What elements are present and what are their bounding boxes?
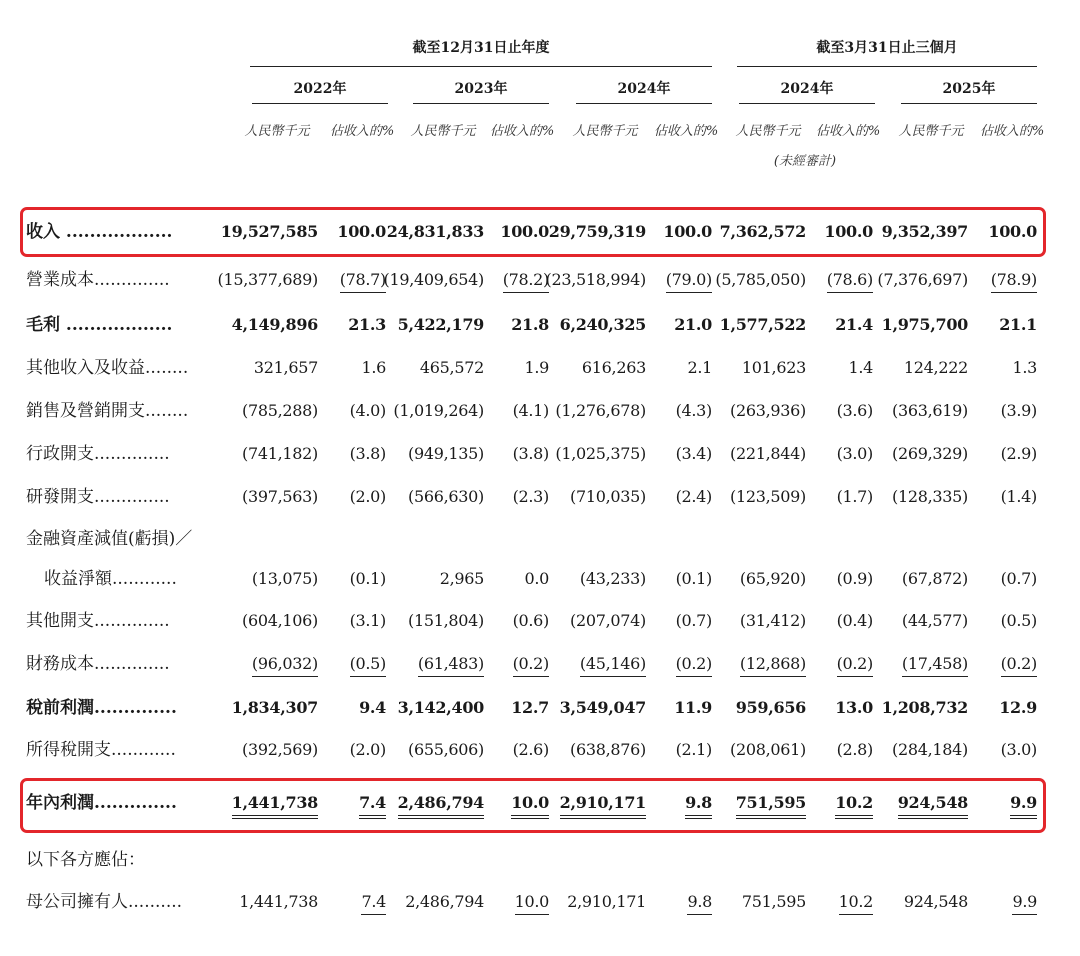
cell-value: 9.4 bbox=[359, 698, 386, 717]
amount-cell bbox=[372, 350, 484, 386]
percent-cell bbox=[813, 350, 873, 386]
cell-value: (741,182) bbox=[242, 444, 318, 463]
amount-cell bbox=[868, 307, 968, 343]
cell-value: 616,263 bbox=[581, 358, 646, 377]
cell-value: (31,412) bbox=[739, 611, 806, 630]
cell-value: (4.1) bbox=[512, 401, 549, 420]
cell-value: 2,910,171 bbox=[560, 793, 646, 819]
cell-value: 101,623 bbox=[741, 358, 806, 377]
amount-cell bbox=[706, 603, 806, 639]
amount-cell bbox=[534, 350, 646, 386]
cell-value: 9.9 bbox=[1010, 793, 1037, 819]
amount-cell bbox=[706, 393, 806, 429]
year-header-2025-q1: 2025年 bbox=[942, 81, 996, 97]
amount-cell bbox=[534, 690, 646, 726]
col-pct-2024: 佔收入的% bbox=[653, 124, 719, 139]
cell-value: (949,135) bbox=[408, 444, 484, 463]
percent-cell bbox=[977, 393, 1037, 429]
row-label: 研發開支.............. bbox=[26, 487, 170, 507]
percent-cell bbox=[977, 436, 1037, 472]
cell-value: (13,075) bbox=[251, 569, 318, 588]
amount-cell bbox=[534, 262, 646, 298]
cell-value: (208,061) bbox=[730, 740, 806, 759]
amount-cell bbox=[706, 350, 806, 386]
cell-value: 321,657 bbox=[253, 358, 318, 377]
amount-cell bbox=[868, 603, 968, 639]
cell-value: 100.0 bbox=[663, 222, 712, 241]
percent-cell bbox=[977, 479, 1037, 515]
amount-cell bbox=[534, 479, 646, 515]
percent-cell bbox=[977, 561, 1037, 597]
percent-cell bbox=[977, 690, 1037, 726]
cell-value: 3,549,047 bbox=[559, 698, 646, 717]
cell-value: 21.3 bbox=[348, 315, 386, 334]
amount-cell bbox=[372, 690, 484, 726]
quarter-header-rule bbox=[737, 66, 1037, 67]
amount-cell bbox=[868, 393, 968, 429]
amount-cell bbox=[868, 646, 968, 682]
col-pct-2023: 佔收入的% bbox=[489, 124, 555, 139]
amount-cell bbox=[868, 436, 968, 472]
row-finance-costs bbox=[0, 646, 1080, 682]
col-amount-2023: 人民幣千元 bbox=[410, 124, 476, 139]
row-label: 母公司擁有人.......... bbox=[26, 892, 183, 912]
cell-value: (284,184) bbox=[892, 740, 968, 759]
amount-cell bbox=[208, 479, 318, 515]
cell-value: (566,630) bbox=[408, 487, 484, 506]
cell-value: 100.0 bbox=[824, 222, 873, 241]
cell-value: 1.3 bbox=[1012, 358, 1037, 377]
cell-value: (2.0) bbox=[349, 487, 386, 506]
row-label: 收益淨額............ bbox=[44, 569, 177, 589]
amount-cell bbox=[868, 884, 968, 920]
row-attributable-label bbox=[0, 842, 1080, 878]
annual-period-header: 截至12月31日止年度 bbox=[412, 40, 550, 56]
row-other-income bbox=[0, 350, 1080, 386]
percent-cell bbox=[813, 479, 873, 515]
row-admin-expenses bbox=[0, 436, 1080, 472]
cell-value: (1.4) bbox=[1000, 487, 1037, 506]
percent-cell bbox=[652, 350, 712, 386]
amount-cell bbox=[706, 262, 806, 298]
cell-value: (0.1) bbox=[349, 569, 386, 588]
cell-value: 751,595 bbox=[736, 793, 806, 819]
cell-value: 9.9 bbox=[1012, 892, 1037, 915]
cell-value: (0.2) bbox=[1001, 654, 1037, 677]
cell-value: 2,486,794 bbox=[398, 793, 484, 819]
amount-cell bbox=[208, 561, 318, 597]
row-label: 所得稅開支............ bbox=[26, 740, 176, 760]
amount-cell bbox=[208, 603, 318, 639]
cell-value: (3.9) bbox=[1000, 401, 1037, 420]
cell-value: 3,142,400 bbox=[397, 698, 484, 717]
amount-cell bbox=[208, 393, 318, 429]
row-label: 年內利潤.............. bbox=[26, 793, 177, 813]
percent-cell bbox=[813, 561, 873, 597]
amount-cell bbox=[868, 732, 968, 768]
row-label: 收入 .................. bbox=[26, 222, 173, 242]
amount-cell bbox=[372, 262, 484, 298]
year-header-2024-q1: 2024年 bbox=[780, 81, 834, 97]
amount-cell bbox=[372, 603, 484, 639]
cell-value: 2,486,794 bbox=[405, 892, 484, 911]
percent-cell bbox=[977, 646, 1037, 682]
cell-value: (1,019,264) bbox=[393, 401, 484, 420]
percent-cell bbox=[652, 690, 712, 726]
amount-cell bbox=[534, 603, 646, 639]
cell-value: 924,548 bbox=[898, 793, 968, 819]
cell-value: 924,548 bbox=[903, 892, 968, 911]
amount-cell bbox=[868, 561, 968, 597]
cell-value: (17,458) bbox=[902, 654, 968, 677]
cell-value: (2.8) bbox=[836, 740, 873, 759]
cell-value: (710,035) bbox=[570, 487, 646, 506]
cell-value: 2,965 bbox=[439, 569, 484, 588]
cell-value: (15,377,689) bbox=[217, 270, 318, 289]
cell-value: 2.1 bbox=[687, 358, 712, 377]
amount-cell bbox=[208, 732, 318, 768]
cell-value: 21.0 bbox=[674, 315, 712, 334]
percent-cell bbox=[977, 884, 1037, 920]
cell-value: (1,025,375) bbox=[555, 444, 646, 463]
row-impairment-net bbox=[0, 561, 1080, 597]
row-selling-expenses bbox=[0, 393, 1080, 429]
amount-cell bbox=[534, 884, 646, 920]
row-label: 營業成本.............. bbox=[26, 270, 170, 290]
amount-cell bbox=[868, 350, 968, 386]
cell-value: 1,577,522 bbox=[719, 315, 806, 334]
cell-value: (0.7) bbox=[675, 611, 712, 630]
cell-value: (78.2) bbox=[503, 270, 549, 293]
percent-cell bbox=[977, 603, 1037, 639]
col-pct-2022: 佔收入的% bbox=[329, 124, 395, 139]
amount-cell bbox=[372, 646, 484, 682]
cell-value: 124,222 bbox=[903, 358, 968, 377]
cell-value: (0.5) bbox=[1000, 611, 1037, 630]
cell-value: (19,409,654) bbox=[383, 270, 484, 289]
cell-value: 6,240,325 bbox=[559, 315, 646, 334]
percent-cell bbox=[652, 884, 712, 920]
cell-value: (2.3) bbox=[512, 487, 549, 506]
cell-value: 100.0 bbox=[500, 222, 549, 241]
cell-value: 9.8 bbox=[685, 793, 712, 819]
cell-value: (44,577) bbox=[901, 611, 968, 630]
cell-value: 465,572 bbox=[419, 358, 484, 377]
amount-cell bbox=[706, 732, 806, 768]
amount-cell bbox=[534, 393, 646, 429]
cell-value: (23,518,994) bbox=[545, 270, 646, 289]
percent-cell bbox=[652, 436, 712, 472]
cell-value: 5,422,179 bbox=[397, 315, 484, 334]
cell-value: (3.4) bbox=[675, 444, 712, 463]
amount-cell bbox=[868, 690, 968, 726]
cell-value: (128,335) bbox=[892, 487, 968, 506]
cell-value: 7,362,572 bbox=[719, 222, 806, 241]
cell-value: (0.4) bbox=[836, 611, 873, 630]
percent-cell bbox=[813, 646, 873, 682]
year-rule-2024-q1 bbox=[739, 103, 875, 104]
col-amount-2022: 人民幣千元 bbox=[244, 124, 310, 139]
cell-value: 12.7 bbox=[511, 698, 549, 717]
cell-value: (5,785,050) bbox=[715, 270, 806, 289]
cell-value: 959,656 bbox=[735, 698, 806, 717]
cell-value: (3.8) bbox=[512, 444, 549, 463]
amount-cell bbox=[208, 884, 318, 920]
cell-value: 12.9 bbox=[999, 698, 1037, 717]
percent-cell bbox=[813, 307, 873, 343]
cell-value: (2.6) bbox=[512, 740, 549, 759]
percent-cell bbox=[813, 436, 873, 472]
row-rnd-expenses bbox=[0, 479, 1080, 515]
percent-cell bbox=[813, 884, 873, 920]
cell-value: (151,804) bbox=[408, 611, 484, 630]
cell-value: (638,876) bbox=[570, 740, 646, 759]
percent-cell bbox=[652, 479, 712, 515]
cell-value: 19,527,585 bbox=[220, 222, 318, 241]
cell-value: (12,868) bbox=[740, 654, 806, 677]
cell-value: (2.9) bbox=[1000, 444, 1037, 463]
percent-cell bbox=[652, 307, 712, 343]
amount-cell bbox=[372, 479, 484, 515]
amount-cell bbox=[372, 436, 484, 472]
amount-cell bbox=[706, 307, 806, 343]
cell-value: 1,441,738 bbox=[232, 793, 318, 819]
percent-cell bbox=[652, 732, 712, 768]
cell-value: (61,483) bbox=[418, 654, 484, 677]
cell-value: 11.9 bbox=[674, 698, 712, 717]
cell-value: 100.0 bbox=[337, 222, 386, 241]
cell-value: (78.9) bbox=[991, 270, 1037, 293]
cell-value: (363,619) bbox=[892, 401, 968, 420]
cell-value: (2.4) bbox=[675, 487, 712, 506]
percent-cell bbox=[652, 646, 712, 682]
cell-value: (45,146) bbox=[580, 654, 646, 677]
cell-value: 1,834,307 bbox=[231, 698, 318, 717]
cell-value: 1,208,732 bbox=[881, 698, 968, 717]
cell-value: 9.8 bbox=[687, 892, 712, 915]
cell-value: (0.1) bbox=[675, 569, 712, 588]
cell-value: 10.2 bbox=[835, 793, 873, 819]
amount-cell bbox=[208, 307, 318, 343]
percent-cell bbox=[813, 262, 873, 298]
amount-cell bbox=[534, 646, 646, 682]
amount-cell bbox=[706, 479, 806, 515]
cell-value: (263,936) bbox=[730, 401, 806, 420]
cell-value: 29,759,319 bbox=[548, 222, 646, 241]
year-rule-2024 bbox=[576, 103, 712, 104]
cell-value: (123,509) bbox=[730, 487, 806, 506]
cell-value: (2.1) bbox=[675, 740, 712, 759]
row-label: 財務成本.............. bbox=[26, 654, 170, 674]
cell-value: (3.0) bbox=[1000, 740, 1037, 759]
cell-value: (3.1) bbox=[349, 611, 386, 630]
cell-value: (397,563) bbox=[242, 487, 318, 506]
cell-value: 10.0 bbox=[515, 892, 549, 915]
cell-value: 0.0 bbox=[524, 569, 549, 588]
col-amount-2024-q1: 人民幣千元 bbox=[735, 124, 801, 139]
percent-cell bbox=[813, 732, 873, 768]
amount-cell bbox=[372, 732, 484, 768]
row-label: 以下各方應佔： bbox=[26, 850, 145, 870]
amount-cell bbox=[534, 561, 646, 597]
quarter-period-header: 截至3月31日止三個月 bbox=[816, 40, 958, 56]
amount-cell bbox=[208, 690, 318, 726]
row-cost-of-sales bbox=[0, 262, 1080, 298]
cell-value: 10.0 bbox=[511, 793, 549, 819]
cell-value: 7.4 bbox=[359, 793, 386, 819]
percent-cell bbox=[813, 690, 873, 726]
cell-value: 1.4 bbox=[848, 358, 873, 377]
year-rule-2025-q1 bbox=[901, 103, 1037, 104]
amount-cell bbox=[534, 436, 646, 472]
cell-value: (3.8) bbox=[349, 444, 386, 463]
amount-cell bbox=[706, 884, 806, 920]
cell-value: (65,920) bbox=[739, 569, 806, 588]
year-rule-2023 bbox=[413, 103, 549, 104]
amount-cell bbox=[372, 884, 484, 920]
cell-value: (78.7) bbox=[340, 270, 386, 293]
row-parent-owners bbox=[0, 884, 1080, 920]
percent-cell bbox=[813, 603, 873, 639]
cell-value: 21.8 bbox=[511, 315, 549, 334]
amount-cell bbox=[534, 732, 646, 768]
row-label: 稅前利潤.............. bbox=[26, 698, 177, 718]
percent-cell bbox=[977, 350, 1037, 386]
cell-value: (79.0) bbox=[666, 270, 712, 293]
year-header-2022: 2022年 bbox=[293, 81, 347, 97]
cell-value: (0.6) bbox=[512, 611, 549, 630]
cell-value: (785,288) bbox=[242, 401, 318, 420]
cell-value: 1,975,700 bbox=[881, 315, 968, 334]
cell-value: (1.7) bbox=[836, 487, 873, 506]
row-label: 其他開支.............. bbox=[26, 611, 170, 631]
row-gross-profit bbox=[0, 307, 1080, 343]
row-income-tax bbox=[0, 732, 1080, 768]
amount-cell bbox=[868, 262, 968, 298]
cell-value: (3.0) bbox=[836, 444, 873, 463]
percent-cell bbox=[652, 603, 712, 639]
amount-cell bbox=[706, 561, 806, 597]
amount-cell bbox=[534, 307, 646, 343]
amount-cell bbox=[208, 262, 318, 298]
cell-value: 21.4 bbox=[835, 315, 873, 334]
cell-value: (655,606) bbox=[408, 740, 484, 759]
cell-value: (7,376,697) bbox=[877, 270, 968, 289]
cell-value: 1.9 bbox=[524, 358, 549, 377]
percent-cell bbox=[977, 307, 1037, 343]
cell-value: 100.0 bbox=[988, 222, 1037, 241]
cell-value: (3.6) bbox=[836, 401, 873, 420]
cell-value: (2.0) bbox=[349, 740, 386, 759]
cell-value: (221,844) bbox=[730, 444, 806, 463]
cell-value: (0.2) bbox=[513, 654, 549, 677]
cell-value: (0.2) bbox=[676, 654, 712, 677]
amount-cell bbox=[868, 479, 968, 515]
cell-value: 24,831,833 bbox=[386, 222, 484, 241]
row-label: 金融資產減值(虧損)／ bbox=[26, 529, 193, 549]
percent-cell bbox=[977, 262, 1037, 298]
cell-value: (96,032) bbox=[252, 654, 318, 677]
cell-value: (0.2) bbox=[837, 654, 873, 677]
cell-value: 13.0 bbox=[835, 698, 873, 717]
cell-value: (0.5) bbox=[350, 654, 386, 677]
cell-value: 2,910,171 bbox=[567, 892, 646, 911]
percent-cell bbox=[652, 262, 712, 298]
percent-cell bbox=[813, 393, 873, 429]
col-amount-2024: 人民幣千元 bbox=[572, 124, 638, 139]
profit-highlight-box bbox=[20, 778, 1046, 833]
cell-value: 1,441,738 bbox=[239, 892, 318, 911]
cell-value: 21.1 bbox=[999, 315, 1037, 334]
cell-value: (0.9) bbox=[836, 569, 873, 588]
cell-value: (0.7) bbox=[1000, 569, 1037, 588]
amount-cell bbox=[706, 690, 806, 726]
col-pct-2024-q1: 佔收入的% bbox=[815, 124, 881, 139]
amount-cell bbox=[372, 561, 484, 597]
row-label: 行政開支.............. bbox=[26, 444, 170, 464]
revenue-highlight-box bbox=[20, 207, 1046, 257]
amount-cell bbox=[208, 646, 318, 682]
cell-value: (43,233) bbox=[579, 569, 646, 588]
cell-value: (4.0) bbox=[349, 401, 386, 420]
year-rule-2022 bbox=[252, 103, 388, 104]
year-header-2023: 2023年 bbox=[454, 81, 508, 97]
cell-value: 10.2 bbox=[839, 892, 873, 915]
row-label: 銷售及營銷開支........ bbox=[26, 401, 189, 421]
cell-value: (604,106) bbox=[242, 611, 318, 630]
amount-cell bbox=[706, 646, 806, 682]
cell-value: (207,074) bbox=[570, 611, 646, 630]
percent-cell bbox=[977, 732, 1037, 768]
cell-value: (4.3) bbox=[675, 401, 712, 420]
row-label: 其他收入及收益........ bbox=[26, 358, 189, 378]
row-other-expenses bbox=[0, 603, 1080, 639]
unaudited-note: (未經審計) bbox=[773, 154, 837, 169]
percent-cell bbox=[652, 561, 712, 597]
cell-value: (67,872) bbox=[901, 569, 968, 588]
cell-value: (269,329) bbox=[892, 444, 968, 463]
annual-header-rule bbox=[250, 66, 712, 67]
amount-cell bbox=[706, 436, 806, 472]
year-header-2024: 2024年 bbox=[617, 81, 671, 97]
cell-value: (78.6) bbox=[827, 270, 873, 293]
cell-value: 751,595 bbox=[741, 892, 806, 911]
amount-cell bbox=[372, 307, 484, 343]
col-pct-2025-q1: 佔收入的% bbox=[979, 124, 1045, 139]
row-profit-before-tax bbox=[0, 690, 1080, 726]
col-amount-2025-q1: 人民幣千元 bbox=[898, 124, 964, 139]
amount-cell bbox=[208, 436, 318, 472]
cell-value: (1,276,678) bbox=[555, 401, 646, 420]
cell-value: 4,149,896 bbox=[231, 315, 318, 334]
cell-value: 1.6 bbox=[361, 358, 386, 377]
cell-value: (392,569) bbox=[242, 740, 318, 759]
percent-cell bbox=[652, 393, 712, 429]
row-impairment-label bbox=[0, 521, 1080, 557]
row-label: 毛利 .................. bbox=[26, 315, 173, 335]
amount-cell bbox=[372, 393, 484, 429]
amount-cell bbox=[208, 350, 318, 386]
cell-value: 9,352,397 bbox=[881, 222, 968, 241]
cell-value: 7.4 bbox=[361, 892, 386, 915]
